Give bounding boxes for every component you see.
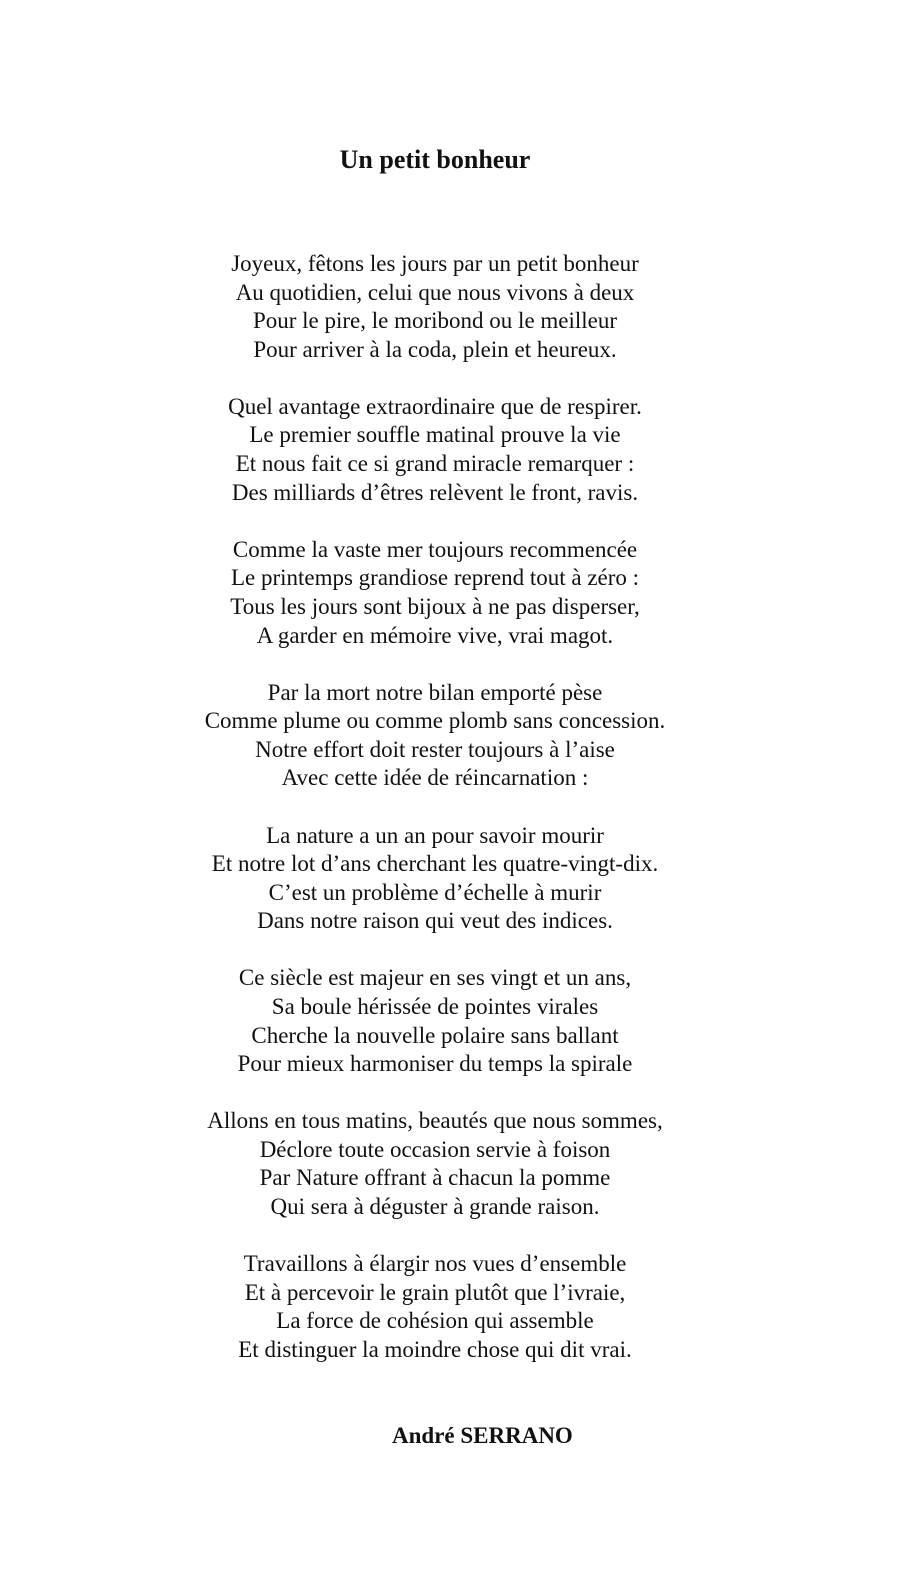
- poem-line: Sa boule hérissée de pointes virales: [271, 993, 599, 1019]
- stanza: [0, 679, 870, 793]
- poem-line: Travaillons à élargir nos vues d’ensemble: [243, 1251, 627, 1277]
- poem-line: Et à percevoir le grain plutôt que l’ivraie,: [244, 1279, 626, 1305]
- poem-line: La force de cohésion qui assemble: [276, 1308, 594, 1334]
- stanza: [0, 250, 870, 364]
- poem-line: Le printemps grandiose reprend tout à zéro :: [230, 565, 640, 591]
- poem-line: Comme plume ou comme plomb sans concession.: [204, 708, 666, 734]
- poem-body: [0, 250, 870, 1393]
- poem-line: A garder en mémoire vive, vrai magot.: [256, 622, 614, 648]
- poem-line: Pour arriver à la coda, plein et heureux.: [253, 336, 617, 362]
- poem-line: Notre effort doit rester toujours à l’aise: [255, 736, 615, 762]
- poem-line: Cherche la nouvelle polaire sans ballant: [251, 1022, 619, 1048]
- stanza: [0, 964, 870, 1078]
- poem-line: Par la mort notre bilan emporté pèse: [267, 679, 603, 705]
- poem-line: Allons en tous matins, beautés que nous sommes,: [207, 1108, 663, 1134]
- poem-line: Et nous fait ce si grand miracle remarquer :: [235, 451, 635, 477]
- stanza: [0, 536, 870, 650]
- poem-line: C’est un problème d’échelle à murir: [268, 879, 602, 905]
- stanza: [0, 1250, 870, 1364]
- poem-line: Déclore toute occasion servie à foison: [259, 1136, 611, 1162]
- poem-line: Des milliards d’êtres relèvent le front, ravis.: [231, 479, 639, 505]
- poem-line: Qui sera à déguster à grande raison.: [270, 1194, 600, 1220]
- poem-line: Dans notre raison qui veut des indices.: [257, 908, 613, 934]
- stanza: [0, 393, 870, 507]
- poem-line: Quel avantage extraordinaire que de respirer.: [228, 393, 642, 419]
- poem-line: Comme la vaste mer toujours recommencée: [232, 536, 638, 562]
- poem-line: Et notre lot d’ans cherchant les quatre-vingt-dix.: [211, 851, 659, 877]
- poem-line: Joyeux, fêtons les jours par un petit bonheur: [231, 251, 639, 276]
- poem-line: Au quotidien, celui que nous vivons à deux: [235, 279, 635, 305]
- author-signature: André SERRANO: [392, 1423, 573, 1448]
- stanza: [0, 1107, 870, 1221]
- poem-line: Pour mieux harmoniser du temps la spirale: [237, 1051, 633, 1077]
- poem-line: Tous les jours sont bijoux à ne pas disperser,: [230, 593, 640, 619]
- poem-line: Ce siècle est majeur en ses vingt et un ans,: [238, 965, 632, 991]
- poem-title: Un petit bonheur: [339, 145, 531, 174]
- stanza: [0, 822, 870, 936]
- poem-line: Pour le pire, le moribond ou le meilleur: [252, 308, 618, 334]
- poem-line: Le premier souffle matinal prouve la vie: [249, 422, 621, 448]
- poem-line: Avec cette idée de réincarnation :: [281, 765, 589, 791]
- poem-line: Et distinguer la moindre chose qui dit vrai.: [238, 1336, 632, 1362]
- poem-line: Par Nature offrant à chacun la pomme: [259, 1165, 611, 1191]
- poem-line: La nature a un an pour savoir mourir: [266, 822, 604, 848]
